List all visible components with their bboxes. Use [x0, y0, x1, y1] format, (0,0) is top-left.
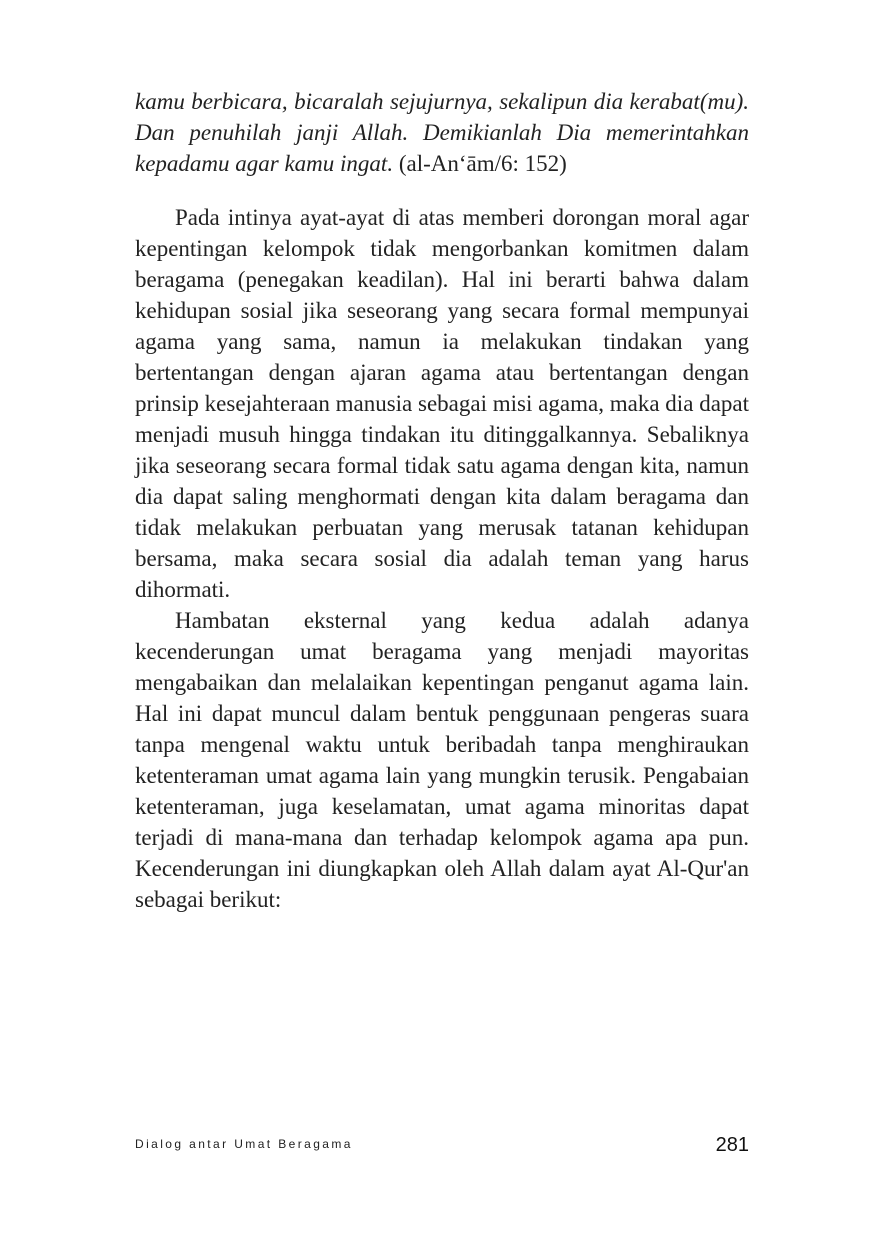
quote-text: kamu berbicara, bicaralah sejujurnya, sekalipun dia kerabat(mu). Dan penuhilah janji Allah. Demikianlah Dia memerintahkan kepadamu agar kamu ingat. [135, 89, 749, 176]
running-footer-title: Dialog antar Umat Beragama [135, 1137, 353, 1151]
body-text [135, 202, 749, 915]
paragraph-2: Hambatan eksternal yang kedua adalah adanya kecenderungan umat beragama yang menjadi mayoritas mengabaikan dan melalaikan kepentingan penganut agama lain. Hal ini dapat muncul dalam bentuk penggunaan pengeras suara tanpa mengenal waktu untuk beribadah tanpa menghiraukan ketenteraman umat agama lain yang mungkin terusik. Pengabaian ketenteraman, juga keselamatan, umat agama minoritas dapat terjadi di mana-mana dan terhadap kelompok agama apa pun. Kecenderungan ini diungkapkan oleh Allah dalam ayat Al-Qur'an sebagai berikut: [135, 608, 749, 912]
quote-citation: (al-An‘ām/6: 152) [398, 151, 567, 176]
page-number: 281 [715, 1134, 749, 1156]
quran-quote [135, 86, 749, 179]
paragraph-1: Pada intinya ayat-ayat di atas memberi dorongan moral agar kepentingan kelompok tidak mengorbankan komitmen dalam beragama (penegakan keadilan). Hal ini berarti bahwa dalam kehidupan sosial jika seseorang yang secara formal mempunyai agama yang sama, namun ia melakukan tindakan yang bertentangan dengan ajaran agama atau bertentangan dengan prinsip kesejahteraan manusia sebagai misi agama, maka dia dapat menjadi musuh hingga tindakan itu ditinggalkannya. Sebaliknya jika seseorang secara formal tidak satu agama dengan kita, namun dia dapat saling menghormati dengan kita dalam beragama dan tidak melakukan perbuatan yang merusak tatanan kehidupan bersama, maka secara sosial dia adalah teman yang harus dihormati. [135, 205, 749, 602]
